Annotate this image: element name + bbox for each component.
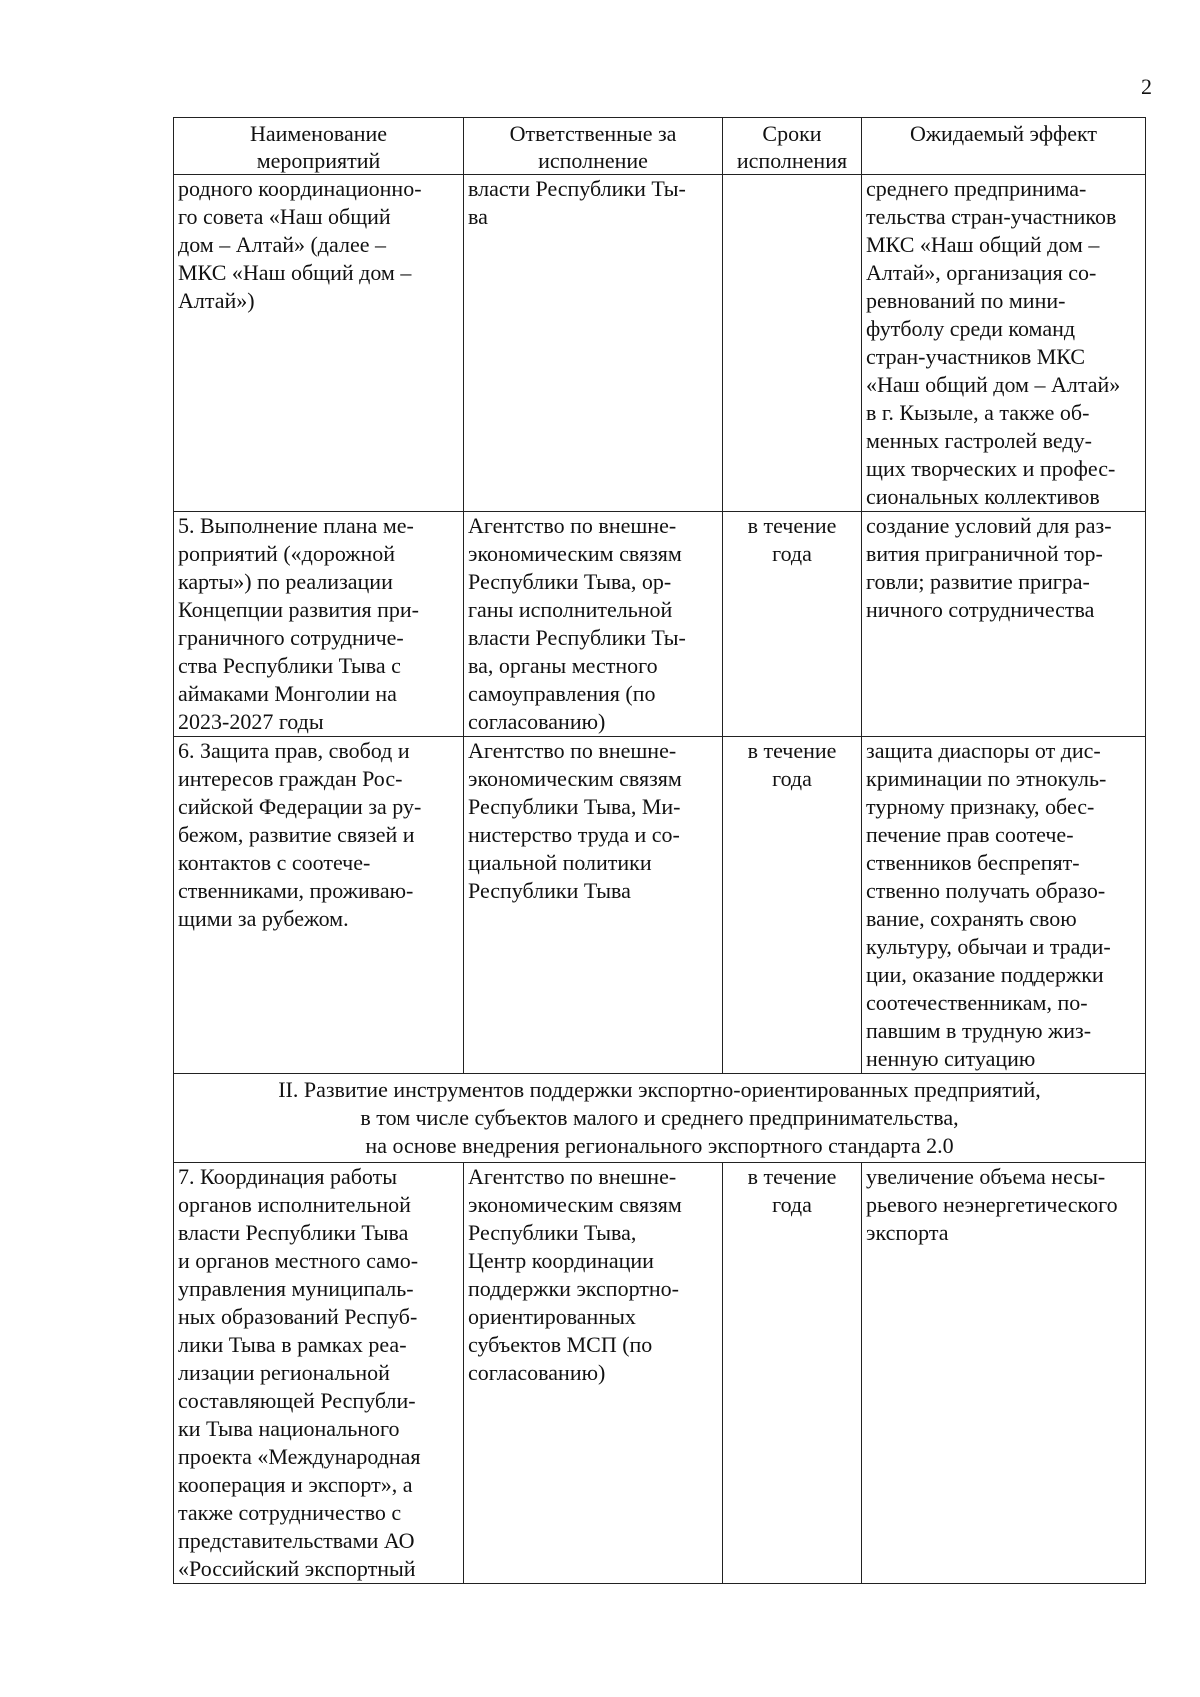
deadline-cell: в течение года xyxy=(723,512,862,737)
effect-cell: увеличение объема несы- рьевого неэнергетического экспорта xyxy=(862,1163,1146,1584)
responsible-cell: Агентство по внешне- экономическим связям Республики Тыва, Центр координации поддержки экспортно- ориентированных субъектов МСП (по согласованию) xyxy=(464,1163,723,1584)
activity-cell: 5. Выполнение плана ме- роприятий («дорожной карты») по реализации Концепции развития при- граничного сотрудниче- ства Республики Тыва с аймаками Монголии на 2023-2027 годы xyxy=(174,512,464,737)
table-row xyxy=(174,737,1146,1074)
activity-cell: родного координационно- го совета «Наш общий дом – Алтай» (далее – МКС «Наш общий дом – Алтай») xyxy=(174,175,464,512)
page-number: 2 xyxy=(1141,74,1152,99)
responsible-cell: Агентство по внешне- экономическим связям Республики Тыва, Ми- нистерство труда и со- циальной политики Республики Тыва xyxy=(464,737,723,1074)
table-row xyxy=(174,175,1146,512)
effect-cell: защита диаспоры от дис- криминации по этнокуль- турному признаку, обес- печение прав соотече- ственников беспрепят- ственно получать образо- вание, сохранять свою культуру, обычаи и тради- ции, оказание поддержки соотечественникам, по- павшим в трудную жиз- ненную ситуацию xyxy=(862,737,1146,1074)
activity-cell: 6. Защита прав, свобод и интересов граждан Рос- сийской Федерации за ру- бежом, развитие связей и контактов с соотече- ственниками, проживаю- щими за рубежом. xyxy=(174,737,464,1074)
header-responsible: Ответственные за исполнение xyxy=(464,118,723,175)
table-row xyxy=(174,1163,1146,1584)
header-effect: Ожидаемый эффект xyxy=(862,118,1146,175)
deadline-cell: в течение года xyxy=(723,737,862,1074)
header-activity: Наименование мероприятий xyxy=(174,118,464,175)
deadline-cell: в течение года xyxy=(723,1163,862,1584)
activity-cell: 7. Координация работы органов исполнительной власти Республики Тыва и органов местного само- управления муниципаль- ных образований Респуб- лики Тыва в рамках реа- лизации региональной составляющей Республи- ки Тыва национального проекта «Международная кооперация и экспорт», а также сотрудничество с представительствами АО «Российский экспортный xyxy=(174,1163,464,1584)
effect-cell: создание условий для раз- вития приграничной тор- говли; развитие пригра- ничного сотрудничества xyxy=(862,512,1146,737)
activities-table xyxy=(173,117,1146,1584)
table-header-row xyxy=(174,118,1146,175)
responsible-cell: Агентство по внешне- экономическим связям Республики Тыва, ор- ганы исполнительной власти Республики Ты- ва, органы местного самоуправления (по согласованию) xyxy=(464,512,723,737)
section-heading-row xyxy=(174,1074,1146,1163)
header-deadline: Сроки исполнения xyxy=(723,118,862,175)
table-row xyxy=(174,512,1146,737)
section-heading: II. Развитие инструментов поддержки экспортно-ориентированных предприятий, в том числе субъектов малого и среднего предпринимательства, на основе внедрения регионального экспортного стандарта 2.0 xyxy=(174,1074,1146,1163)
deadline-cell xyxy=(723,175,862,512)
effect-cell: среднего предпринима- тельства стран-участников МКС «Наш общий дом – Алтай», организация со- ревнований по мини- футболу среди команд стран-участников МКС «Наш общий дом – Алтай» в г. Кызыле, а также об- менных гастролей веду- щих творческих и профес- сиональных коллективов xyxy=(862,175,1146,512)
responsible-cell: власти Республики Ты- ва xyxy=(464,175,723,512)
